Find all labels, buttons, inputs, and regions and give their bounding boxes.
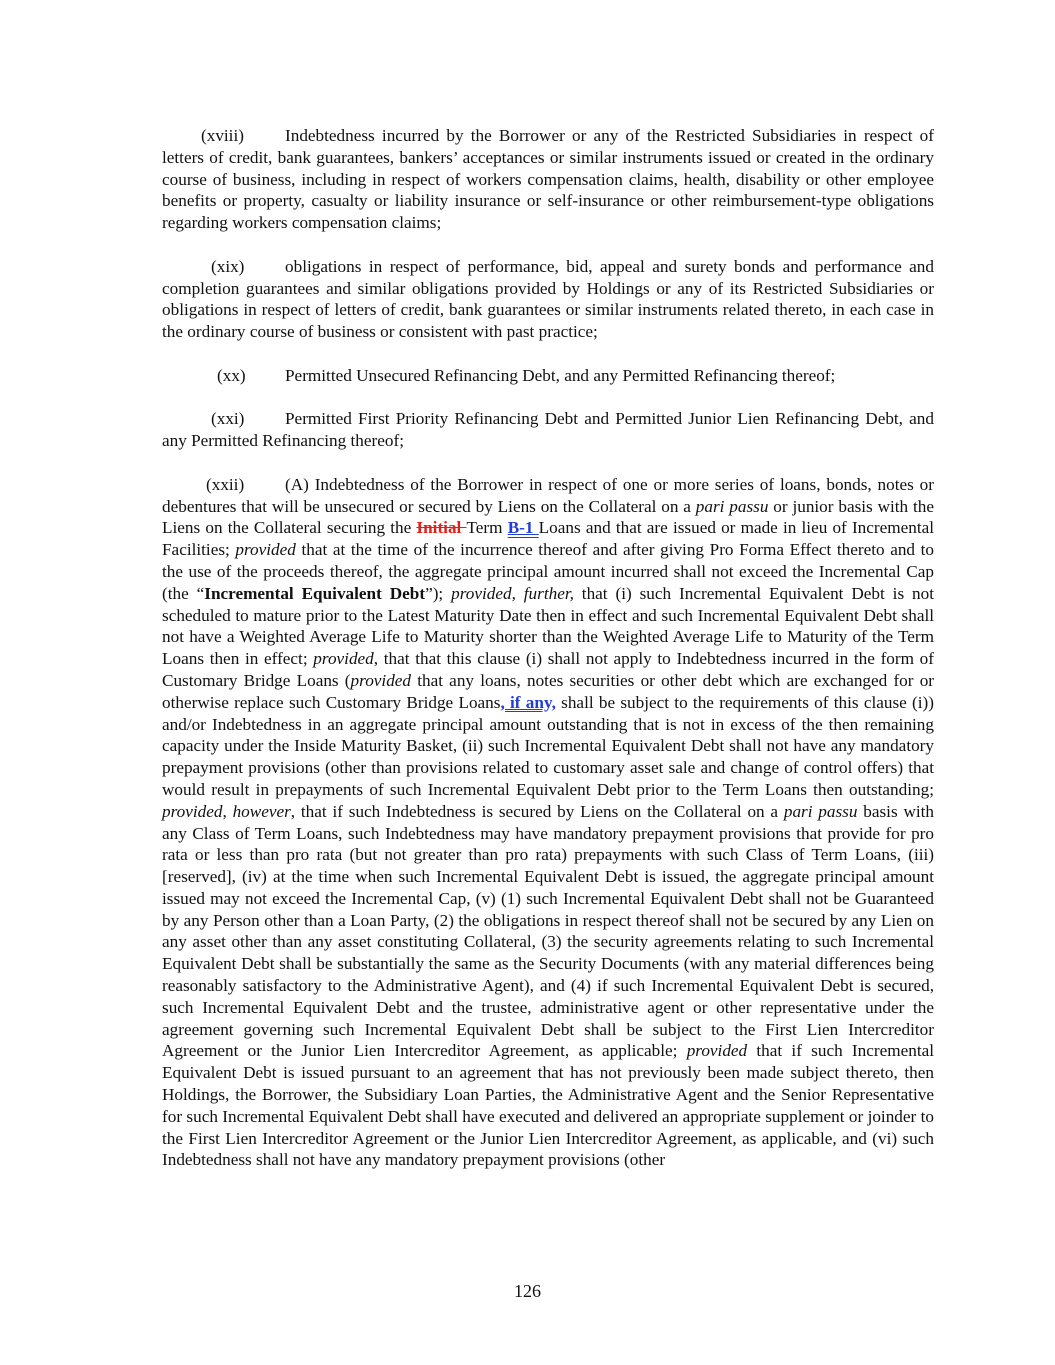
clause-number: (xx) xyxy=(217,365,246,385)
italic-term: pari passu xyxy=(695,496,769,516)
clause-text: ”); xyxy=(425,583,452,603)
italic-term: provided xyxy=(313,649,374,669)
clause-text: or junior basis with the Liens on the Collateral securing the xyxy=(162,496,934,538)
clause-text: Term xyxy=(466,518,508,538)
inserted-text: , if any, xyxy=(500,692,556,712)
clause-xx xyxy=(162,365,934,387)
clause-text: basis with any Class of Term Loans, such Indebtedness may have mandatory prepayment provisions that provide for pro rata or less than pro rata (but not greater than pro rata) prepayments with such Class of Term Loans, (iii) [reserved], (iv) at the time when such Incremental Equivalent Debt is issued, the aggregate principal amount issued may not exceed the Incremental Cap, (v) (1) such Incremental Equivalent Debt shall not be Guaranteed by any Person other than a Loan Party, (2) the obligations in respect thereof shall not be secured by any Lien on any asset other than any asset constituting Collateral, (3) the security agreements relating to such Incremental Equivalent Debt shall be substantially the same as the Security Documents (with any material differences being reasonably satisfactory to the Administrative Agent), and (4) if such Incremental Equivalent Debt is secured, such Incremental Equivalent Debt and the trustee, administrative agent or other representative under the agreement governing such Incremental Equivalent Debt shall be subject to the First Lien Intercreditor Agreement or the Junior Lien Intercreditor Agreement, as applicable; xyxy=(162,801,934,1061)
clause-text: that any loans, notes securities or other debt which are exchanged for or otherwise replace such Customary Bridge Loans xyxy=(162,670,935,712)
defined-term: Incremental Equivalent Debt xyxy=(204,583,426,603)
italic-term: provided xyxy=(686,1041,748,1061)
clause-xxi xyxy=(162,408,934,452)
inserted-text: B-1 xyxy=(507,518,539,538)
clause-text: obligations in respect of performance, bid, appeal and surety bonds and performance and completion guarantees and similar obligations provided by Holdings or any of its Restricted Subsidiaries or obligations in respect of letters of credit, bank guarantees or similar instruments related thereto, in each case in the ordinary course of business or consistent with past practice; xyxy=(162,256,934,342)
clause-xxii xyxy=(162,474,934,1172)
italic-term: provided, further, xyxy=(451,583,574,603)
italic-term: provided xyxy=(350,670,412,690)
clause-number: (xxi) xyxy=(211,409,245,429)
deleted-text: Initial xyxy=(416,518,467,538)
clause-text: (A) Indebtedness of the Borrower in respect of one or more series of loans, bonds, notes or debentures that will be unsecured or secured by Liens on the Collateral on a xyxy=(162,474,934,516)
italic-term: pari passu xyxy=(783,801,858,821)
clause-number: (xviii) xyxy=(201,126,244,145)
clause-xix xyxy=(162,256,934,343)
clause-text: Permitted First Priority Refinancing Debt and Permitted Junior Lien Refinancing Debt, and any Permitted Refinancing thereof; xyxy=(162,409,934,451)
clause-text: , that that this clause (i) shall not apply to Indebtedness incurred in the form of Customary Bridge Loans ( xyxy=(162,649,934,690)
clause-number: (xxii) xyxy=(206,474,245,494)
clause-number: (xix) xyxy=(211,256,245,276)
clause-text: shall be subject to the requirements of this clause (i)) and/or Indebtedness in an aggregate principal amount outstanding that is not in excess of the then remaining capacity under the Inside Maturity Basket, (ii) such Incremental Equivalent Debt shall not have any mandatory prepayment provisions (other than provisions related to customary asset sale and change of control offers) that would result in prepayments of such Incremental Equivalent Debt prior to the Term Loans then outstanding; xyxy=(162,692,935,799)
italic-term: however xyxy=(232,801,291,821)
clause-text: that at the time of the incurrence thereof and after giving Pro Forma Effect thereto and to the use of the proceeds thereof, the aggregate principal amount incurred shall not exceed the Incremental Cap (the “ xyxy=(162,540,934,603)
clause-text: that (i) such Incremental Equivalent Debt is not scheduled to mature prior to the Latest Maturity Date then in effect and such Incremental Equivalent Debt shall not have a Weighted Average Life to Maturity shorter than the Weighted Average Life to Maturity of the Term Loans then in effect; xyxy=(162,583,934,669)
italic-term: provided xyxy=(162,801,223,821)
clause-text: , that if such Indebtedness is secured by Liens on the Collateral on a xyxy=(290,801,784,821)
clause-text: Permitted Unsecured Refinancing Debt, and any Permitted Refinancing thereof; xyxy=(285,365,836,385)
page-number: 126 xyxy=(514,1281,541,1301)
clause-text: that if such Incremental Equivalent Debt is issued pursuant to an agreement that has not previously been made subject thereto, then Holdings, the Borrower, the Subsidiary Loan Parties, the Administrative Agent and the Senior Representative for such Incremental Equivalent Debt shall have executed and delivered an appropriate supplement or joinder to the First Lien Intercreditor Agreement or the Junior Lien Intercreditor Agreement, as applicable, and (vi) such Indebtedness shall not have any mandatory prepayment provisions (other xyxy=(162,1041,934,1170)
document-body xyxy=(162,125,934,1193)
clause-text: , xyxy=(222,801,233,821)
clause-xviii xyxy=(162,125,934,234)
clause-text: Loans and that are issued or made in lieu of Incremental Facilities; xyxy=(162,518,935,560)
italic-term: provided xyxy=(235,540,296,560)
clause-text: Indebtedness incurred by the Borrower or any of the Restricted Subsidiaries in respect of letters of credit, bank guarantees, bankers’ acceptances or similar instruments issued or created in the ordinary course of business, including in respect of workers compensation claims, health, disability or other employee benefits or property, casualty or liability insurance or self-insurance or other reimbursement-type obligations regarding workers compensation claims; xyxy=(162,126,934,233)
